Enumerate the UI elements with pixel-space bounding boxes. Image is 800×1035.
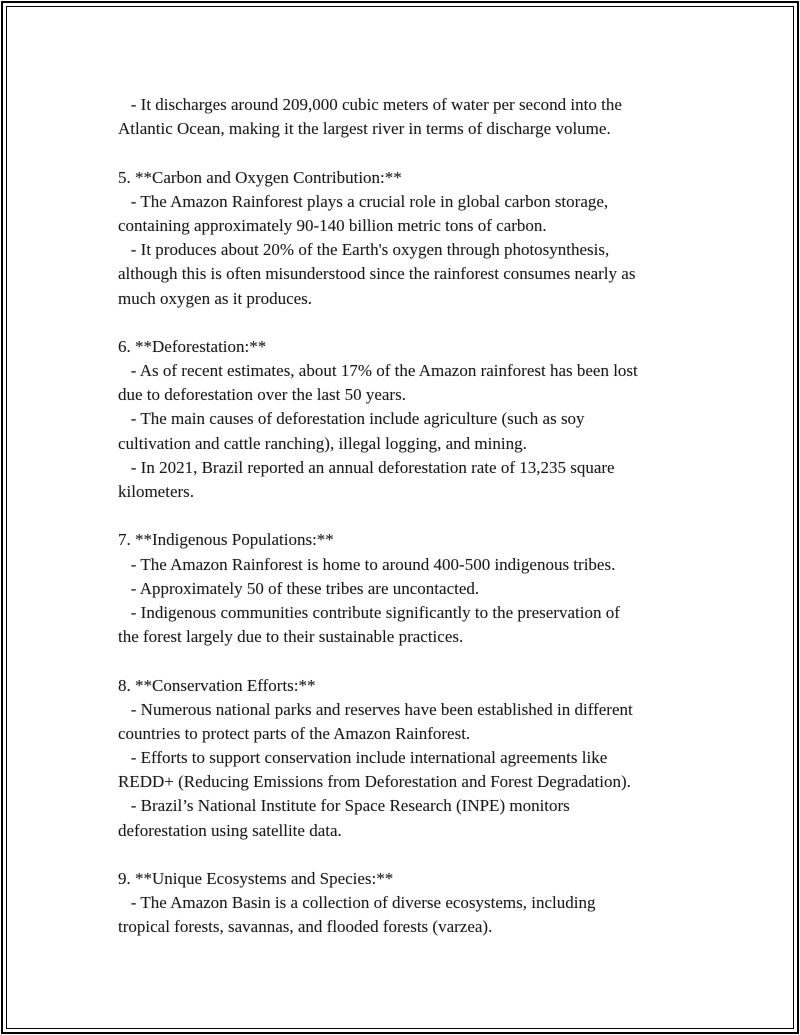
text-line: the forest largely due to their sustainable practices. xyxy=(118,627,464,647)
text-line: deforestation using satellite data. xyxy=(118,820,342,840)
text-line: cultivation and cattle ranching), illegal logging, and mining. xyxy=(118,433,527,453)
text-line: containing approximately 90-140 billion metric tons of carbon. xyxy=(118,215,547,235)
text-line: - The Amazon Rainforest plays a crucial role in global carbon storage, xyxy=(118,191,609,211)
text-line: - It produces about 20% of the Earth's oxygen through photosynthesis, xyxy=(118,240,610,260)
paragraph-gap xyxy=(118,141,698,165)
text-line: - Approximately 50 of these tribes are uncontacted. xyxy=(118,578,480,598)
text-line: kilometers. xyxy=(118,482,195,501)
text-line: - It discharges around 209,000 cubic meters of water per second into the xyxy=(118,95,622,114)
text-line: - The Amazon Basin is a collection of diverse ecosystems, including xyxy=(118,893,596,913)
paragraph-gap xyxy=(118,649,698,673)
text-line: Atlantic Ocean, making it the largest river in terms of discharge volume. xyxy=(118,119,611,139)
text-line: tropical forests, savannas, and flooded forests (varzea). xyxy=(118,917,493,937)
text-line: - The main causes of deforestation include agriculture (such as soy xyxy=(118,409,585,429)
text-line: - The Amazon Rainforest is home to around 400-500 indigenous tribes. xyxy=(118,554,616,574)
text-line: much oxygen as it produces. xyxy=(118,288,313,308)
text-line: - Efforts to support conservation include international agreements like xyxy=(118,748,608,768)
text-line: REDD+ (Reducing Emissions from Deforestation and Forest Degradation). xyxy=(118,772,631,792)
paragraph-gap xyxy=(118,843,698,867)
text-line: due to deforestation over the last 50 years. xyxy=(118,385,406,405)
paragraph-gap xyxy=(118,311,698,335)
text-line: - Indigenous communities contribute significantly to the preservation of xyxy=(118,602,620,622)
section-heading: 5. **Carbon and Oxygen Contribution:** xyxy=(118,167,402,187)
text-line: - As of recent estimates, about 17% of the Amazon rainforest has been lost xyxy=(118,361,638,381)
section-heading: 6. **Deforestation:** xyxy=(118,336,267,356)
text-line: - Numerous national parks and reserves have been established in different xyxy=(118,699,633,719)
section-heading: 7. **Indigenous Populations:** xyxy=(118,530,334,550)
text-line: countries to protect parts of the Amazon Rainforest. xyxy=(118,723,471,743)
text-line: - In 2021, Brazil reported an annual deforestation rate of 13,235 square xyxy=(118,457,615,477)
text-line: - Brazil’s National Institute for Space Research (INPE) monitors xyxy=(118,796,570,816)
section-heading: 9. **Unique Ecosystems and Species:** xyxy=(118,869,394,888)
document-body xyxy=(118,93,698,940)
section-heading: 8. **Conservation Efforts:** xyxy=(118,675,316,695)
text-line: although this is often misunderstood since the rainforest consumes nearly as xyxy=(118,264,636,284)
paragraph-gap xyxy=(118,504,698,528)
